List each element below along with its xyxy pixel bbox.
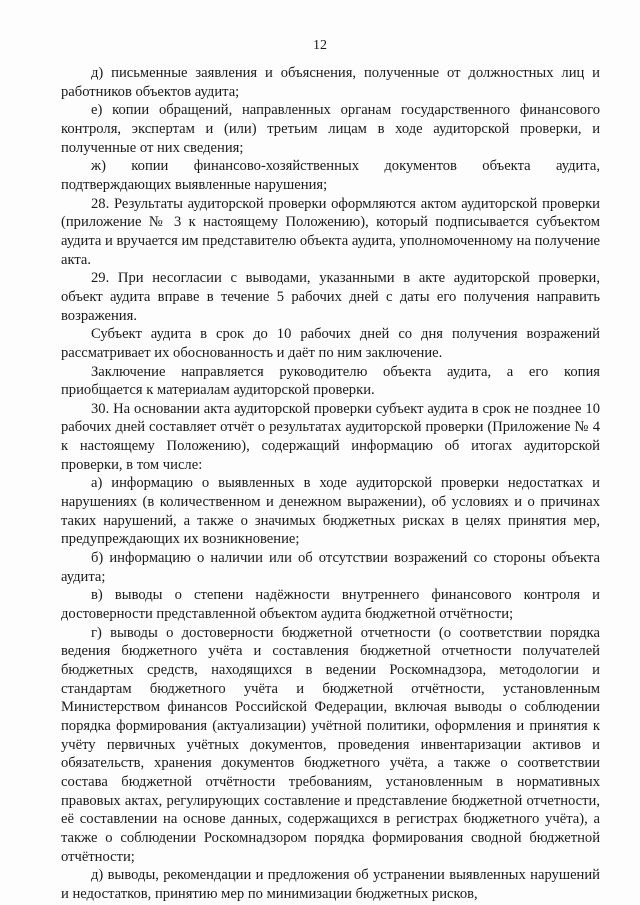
paragraph-zh-documents: ж) копии финансово-хозяйственных документов объекта аудита, подтверждающих выявленные нарушения; bbox=[61, 158, 600, 193]
paragraph-objections-review: Субъект аудита в срок до 10 рабочих дней со дня получения возражений рассматривает их обоснованность и даёт по ним заключение. bbox=[61, 326, 600, 361]
paragraph-a-information: а) информацию о выявленных в ходе аудиторской проверки недостатках и нарушениях (в количественном и денежном выражении), об условиях и о причинах таких нарушений, а также о значимых бюджетных рисках в целях принятия мер, предупреждающих их возникновение; bbox=[61, 475, 600, 548]
paragraph-b-objections: б) информацию о наличии или об отсутствии возражений со стороны объекта аудита; bbox=[61, 550, 600, 585]
document-body bbox=[61, 64, 600, 904]
paragraph-d-recommendations: д) выводы, рекомендации и предложения об устранении выявленных нарушений и недостатков, принятию мер по минимизации бюджетных рисков, bbox=[61, 867, 600, 902]
paragraph-conclusion: Заключение направляется руководителю объекта аудита, а его копия приобщается к материалам аудиторской проверки. bbox=[61, 363, 600, 399]
paragraph-g-accuracy: г) выводы о достоверности бюджетной отчетности (о соответствии порядка ведения бюджетного учёта и составления бюджетной отчетности получателей бюджетных средств, находящихся в ведении Роскомнадзора, методологии и стандартам бюджетного учёта и бюджетной отчётности, установленным Министерством финансов Российской Федерации, включая выводы о соблюдении порядка формирования (актуализации) учётной политики, оформления и принятия к учёту первичных учётных документов, проведения инвентаризации активов и обязательств, хранения документов бюджетного учёта, а также о соответствии состава бюджетной отчётности требованиям, установленным в нормативных правовых актах, регулирующих составление и представление бюджетной отчетности, её составлении на основе данных, содержащихся в регистрах бюджетного учёта), а также о соблюдении Роскомнадзором порядка формирования сводной бюджетной отчётности; bbox=[61, 624, 600, 865]
paragraph-v-reliability: в) выводы о степени надёжности внутреннего финансового контроля и достоверности представленной объектом аудита бюджетной отчётности; bbox=[61, 587, 600, 623]
paragraph-e-appeals: е) копии обращений, направленных органам государственного финансового контроля, экспертам и (или) третьим лицам в ходе аудиторской проверки, и полученные от них сведения; bbox=[61, 102, 600, 156]
paragraph-d-statements: д) письменные заявления и объяснения, полученные от должностных лиц и работников объектов аудита; bbox=[61, 65, 600, 100]
paragraph-29: 29. При несогласии с выводами, указанными в акте аудиторской проверки, объект аудита вправе в течение 5 рабочих дней с даты его получения направить возражения. bbox=[61, 270, 600, 324]
paragraph-30: 30. На основании акта аудиторской проверки субъект аудита в срок не позднее 10 рабочих дней составляет отчёт о результатах аудиторской проверки (Приложение № 4 к настоящему Положению), содержащий информацию об итогах аудиторской проверки, в том числе: bbox=[61, 400, 600, 473]
paragraph-28: 28. Результаты аудиторской проверки оформляются актом аудиторской проверки (приложение № 3 к настоящему Положению), который подписывается субъектом аудита и вручается им представителю объекта аудита, уполномоченному на получение акта. bbox=[61, 195, 600, 268]
page-number: 12 bbox=[313, 38, 327, 53]
